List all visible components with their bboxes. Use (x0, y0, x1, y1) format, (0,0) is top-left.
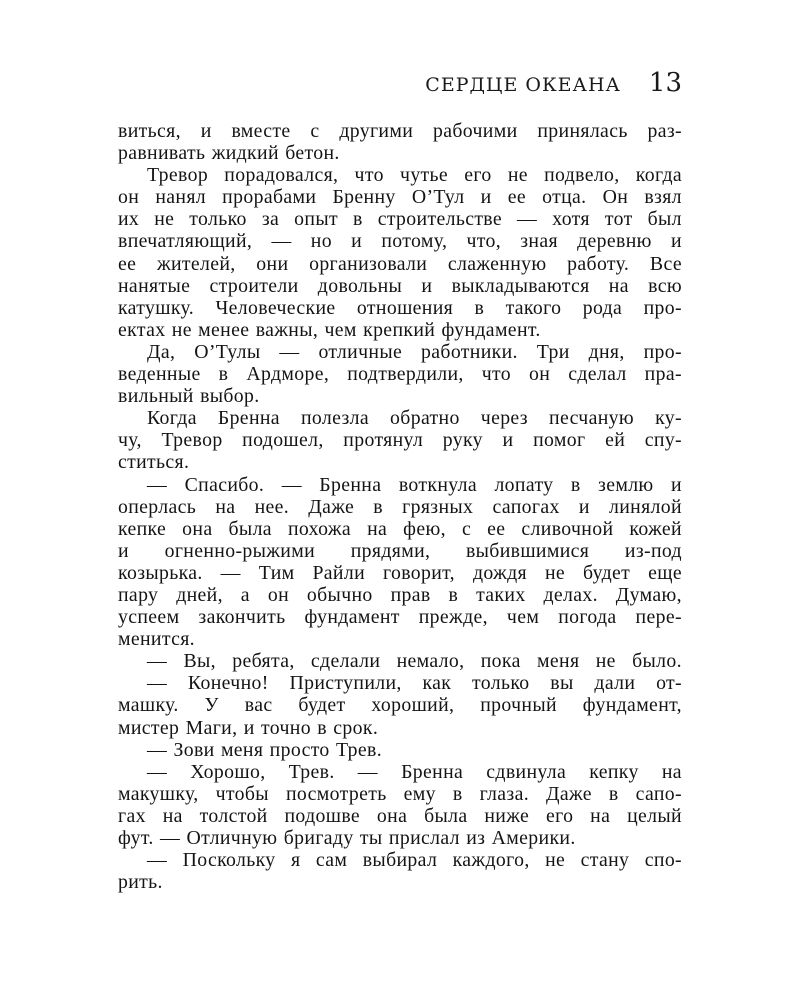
word: а (240, 583, 250, 606)
word: она (182, 517, 213, 540)
word: вас (244, 694, 273, 717)
text-line (118, 849, 682, 871)
word: была (228, 517, 272, 540)
word: погода (558, 606, 617, 629)
word: срок. (333, 716, 379, 739)
word: из-под (624, 539, 682, 562)
word: не (171, 318, 192, 341)
word: в (448, 583, 459, 606)
word: Тим (258, 561, 295, 584)
word: и (200, 120, 212, 142)
text-line (118, 717, 682, 739)
word: Бренну (332, 186, 396, 209)
word: на (162, 804, 183, 827)
word: был (647, 208, 682, 231)
word: Тревор (147, 164, 209, 187)
word: фундамент, (582, 694, 682, 717)
text-line (118, 429, 682, 451)
word: меня (537, 650, 580, 673)
word: не (595, 650, 616, 673)
word: что, (466, 230, 502, 253)
word: ему (403, 782, 436, 805)
word: помог (533, 429, 586, 452)
word: рода (582, 296, 623, 319)
word: пра- (644, 363, 682, 386)
text-line (118, 672, 682, 694)
word: она (376, 804, 408, 827)
word: Бренна (319, 473, 382, 496)
word: еще (648, 561, 682, 584)
word: Он (602, 186, 629, 209)
text-line (118, 584, 682, 606)
text-line (118, 363, 682, 385)
word: но (310, 230, 332, 253)
word: не (154, 208, 175, 231)
word: чем (324, 318, 357, 341)
text-line (118, 474, 682, 496)
text-line (118, 297, 682, 319)
word: не (507, 164, 528, 187)
word: в (317, 716, 327, 739)
word: ее (507, 186, 526, 209)
word: и (671, 473, 682, 496)
word: ребята, (232, 650, 295, 673)
word: Да, (147, 340, 176, 363)
word: Думаю, (615, 583, 682, 606)
word: посмотреть (285, 782, 387, 805)
word: Бренна (401, 760, 464, 783)
text-line (118, 694, 682, 716)
word: подошел, (242, 429, 324, 452)
word: О’Тулы (194, 340, 261, 363)
word: только (189, 208, 247, 231)
text-line (118, 142, 682, 164)
word: — (271, 230, 292, 253)
word: делах. (543, 583, 598, 606)
word: козырька. (118, 561, 203, 584)
word: ниже (484, 804, 530, 827)
word: — (517, 208, 538, 231)
word: дождя (472, 561, 527, 584)
word: прислал (388, 827, 460, 849)
word: вместе (231, 120, 291, 142)
text-line (118, 275, 682, 297)
word: лопату (494, 473, 554, 496)
text-line (118, 805, 682, 827)
word: и (502, 429, 514, 452)
word: — (279, 340, 300, 363)
word: ститься. (118, 451, 190, 474)
text-line (118, 186, 682, 208)
word: рить. (118, 871, 163, 894)
word: Даже (546, 782, 592, 805)
word: гах (118, 804, 146, 827)
word: пере- (635, 606, 682, 629)
word: — (281, 473, 302, 496)
text-line (118, 739, 682, 761)
text-line (118, 385, 682, 407)
word: выбившимися (465, 539, 590, 562)
word: жителей, (156, 252, 236, 275)
word: огненно-рыжими (164, 539, 316, 562)
word: О’Тул (411, 186, 465, 209)
word: в (452, 782, 463, 805)
word: таких (476, 583, 526, 606)
word: он (118, 186, 140, 209)
word: довольны (317, 274, 403, 297)
word: — (147, 672, 168, 695)
word: я (291, 849, 301, 872)
word: точно (261, 716, 311, 739)
word: что (354, 164, 384, 187)
word: закончить (198, 606, 286, 629)
word: чу, (118, 429, 142, 452)
word: просто (269, 738, 330, 761)
word: руку (442, 429, 483, 452)
word: Хорошо, (190, 760, 266, 783)
word: — (147, 738, 168, 761)
word: отличные (318, 340, 403, 363)
word: сапо- (635, 782, 682, 805)
word: Когда (147, 407, 197, 430)
text-line (118, 540, 682, 562)
page-number: 13 (648, 68, 682, 98)
word: с (310, 120, 320, 142)
word: деревню (577, 230, 652, 253)
word: ее (487, 517, 506, 540)
word: У (204, 694, 219, 717)
word: пока (480, 650, 521, 673)
word: нее. (254, 495, 290, 518)
word: похожа (287, 517, 352, 540)
word: виться, (118, 120, 181, 142)
word: фундамент. (441, 318, 541, 341)
word: бетон. (285, 142, 340, 165)
word: прорабами (222, 186, 317, 209)
text-line (118, 628, 682, 650)
word: песчаную (549, 407, 635, 430)
word: машку. (118, 694, 179, 717)
word: пару (118, 583, 159, 606)
word: взял (644, 186, 682, 209)
word: и (671, 230, 682, 253)
word: мистер (118, 716, 180, 739)
word: меня (220, 738, 264, 761)
word: Даже (308, 495, 355, 518)
word: прочный (480, 694, 557, 717)
word: фею, (403, 517, 446, 540)
word: с (461, 517, 472, 540)
word: всю (648, 274, 682, 297)
word: Спасибо. (184, 473, 265, 496)
word: фундамент (304, 606, 400, 629)
word: в (474, 296, 485, 319)
word: вы (550, 672, 574, 695)
text-line (118, 120, 682, 142)
text-line (118, 827, 682, 849)
word: они (256, 252, 289, 275)
word: Три (536, 340, 570, 363)
word: прядями, (350, 539, 431, 562)
word: выбор. (200, 385, 260, 408)
word: Трев. (288, 760, 335, 783)
word: Бренна (217, 407, 280, 430)
running-title: СЕРДЦЕ ОКЕАНА (425, 74, 621, 96)
word: дали (594, 672, 636, 695)
word: катушку. (118, 296, 195, 319)
word: — (147, 760, 168, 783)
text-line (118, 871, 682, 893)
word: — (147, 650, 168, 673)
word: на (661, 760, 682, 783)
word: отца. (542, 186, 587, 209)
word: обратно (390, 407, 460, 430)
word: их (118, 208, 140, 231)
word: Отличную (186, 827, 278, 849)
word: в (373, 495, 383, 518)
word: и (351, 230, 363, 253)
text-line (118, 606, 682, 628)
word: дней, (176, 583, 223, 606)
word: воткнула (398, 473, 477, 496)
text-line (118, 518, 682, 540)
word: на (590, 804, 611, 827)
word: была (424, 804, 468, 827)
text-line (118, 761, 682, 783)
word: нанятые (118, 274, 191, 297)
word: опыт (294, 208, 338, 231)
word: Приступили, (289, 672, 402, 695)
word: ей (605, 429, 626, 452)
word: кепке (118, 517, 167, 540)
word: крепкий (363, 318, 436, 341)
word: нанял (155, 186, 207, 209)
word: не (544, 561, 566, 584)
word: только (472, 672, 530, 695)
text-line (118, 319, 682, 341)
word: тот (604, 208, 633, 231)
word: каждого, (452, 849, 530, 872)
word: его (545, 804, 574, 827)
word: Конечно! (187, 672, 269, 695)
word: линялой (609, 495, 682, 518)
word: кожей (629, 517, 682, 540)
word: слаженную (447, 252, 547, 275)
word: будет (582, 561, 631, 584)
word: зная (520, 230, 558, 253)
word: говорит, (382, 561, 455, 584)
text-line (118, 650, 682, 672)
word: и (118, 539, 129, 562)
word: строительстве (377, 208, 503, 231)
word: выкладываются (451, 274, 590, 297)
text-line (118, 230, 682, 252)
word: жидкий (211, 142, 279, 165)
word: сделал (568, 363, 627, 386)
word: Все (649, 252, 682, 275)
word: вильный (118, 385, 194, 408)
word: за (261, 208, 280, 231)
word: стану (580, 849, 630, 872)
word: толстой (199, 804, 268, 827)
word: подвело, (544, 164, 620, 187)
word: на (367, 517, 388, 540)
word: прежде, (418, 606, 488, 629)
word: принялась (537, 120, 628, 142)
word: про- (643, 340, 682, 363)
word: на (608, 274, 629, 297)
word: менее (198, 318, 250, 341)
word: прав (390, 583, 431, 606)
word: в (352, 208, 363, 231)
word: раз- (647, 120, 682, 142)
word: ее (118, 252, 137, 275)
word: оперлась (118, 495, 197, 518)
word: про- (643, 296, 682, 319)
word: и (578, 495, 590, 518)
word: сапогах (492, 495, 560, 518)
word: чем (506, 606, 540, 629)
word: грязных (402, 495, 474, 518)
word: Человеческие (215, 296, 336, 319)
word: Трев. (336, 738, 383, 761)
word: и (421, 274, 433, 297)
word: работу. (567, 252, 630, 275)
word: от- (656, 672, 682, 695)
word: и (480, 186, 492, 209)
word: строители (209, 274, 299, 297)
word: ектах (118, 318, 166, 341)
word: рабочими (432, 120, 518, 142)
text-line (118, 496, 682, 518)
word: — (147, 473, 168, 496)
word: макушку, (118, 782, 199, 805)
word: — (147, 849, 168, 872)
word: через (480, 407, 528, 430)
word: подтвердили, (347, 363, 464, 386)
word: хотя (552, 208, 590, 231)
word: не (545, 849, 566, 872)
word: когда (635, 164, 682, 187)
word: сдвинула (486, 760, 567, 783)
word: полезла (300, 407, 370, 430)
word: спо- (644, 849, 682, 872)
word: отношения (356, 296, 454, 319)
word: на (215, 495, 236, 518)
word: в (570, 473, 581, 496)
word: ку- (655, 407, 682, 430)
body-text (118, 120, 682, 893)
word: впечатляющий, (118, 230, 253, 253)
word: спу- (644, 429, 682, 452)
word: Америки. (491, 827, 576, 849)
word: ты (359, 827, 383, 849)
word: бригаду (283, 827, 354, 849)
running-head (425, 68, 682, 98)
word: он (529, 363, 551, 386)
word: в (608, 782, 619, 805)
word: Маги, (185, 716, 238, 739)
word: чутье (400, 164, 449, 187)
text-line (118, 783, 682, 805)
word: другими (339, 120, 414, 142)
word: Зови (173, 738, 215, 761)
word: целый (627, 804, 682, 827)
text-line (118, 164, 682, 186)
word: — (160, 827, 181, 849)
word: его (464, 164, 492, 187)
word: сам (315, 849, 348, 872)
text-line (118, 253, 682, 275)
word: в (218, 363, 229, 386)
text-line (118, 562, 682, 584)
word: кепку (589, 760, 639, 783)
word: такого (505, 296, 562, 319)
text-line (118, 407, 682, 429)
word: землю (598, 473, 654, 496)
word: Тревор (161, 429, 223, 452)
word: сливочной (521, 517, 614, 540)
word: подошве (284, 804, 361, 827)
word: работники. (421, 340, 518, 363)
text-line (118, 451, 682, 473)
word: равнивать (118, 142, 206, 165)
word: сделали (310, 650, 381, 673)
word: обычно (306, 583, 373, 606)
word: Поскольку (182, 849, 276, 872)
word: как (422, 672, 452, 695)
word: дня, (588, 340, 625, 363)
word: протянул (343, 429, 424, 452)
word: Райли (312, 561, 366, 584)
word: менится. (118, 628, 195, 651)
word: немало, (396, 650, 465, 673)
word: веденные (118, 363, 201, 386)
word: важны, (255, 318, 319, 341)
word: потому, (381, 230, 448, 253)
word: было. (632, 650, 682, 673)
word: фут. (118, 827, 154, 849)
word: Ардморе, (246, 363, 330, 386)
word: — (220, 561, 241, 584)
word: он (267, 583, 290, 606)
word: выбирал (362, 849, 438, 872)
word: и (243, 716, 255, 739)
word: Вы, (183, 650, 216, 673)
word: глаза. (479, 782, 529, 805)
text-line (118, 208, 682, 230)
word: организовали (309, 252, 428, 275)
word: порадовался, (224, 164, 339, 187)
word: что (481, 363, 512, 386)
word: будет (298, 694, 346, 717)
word: успеем (118, 606, 180, 629)
word: — (357, 760, 378, 783)
word: из (466, 827, 486, 849)
word: чтобы (215, 782, 269, 805)
word: хороший, (371, 694, 455, 717)
text-line (118, 341, 682, 363)
